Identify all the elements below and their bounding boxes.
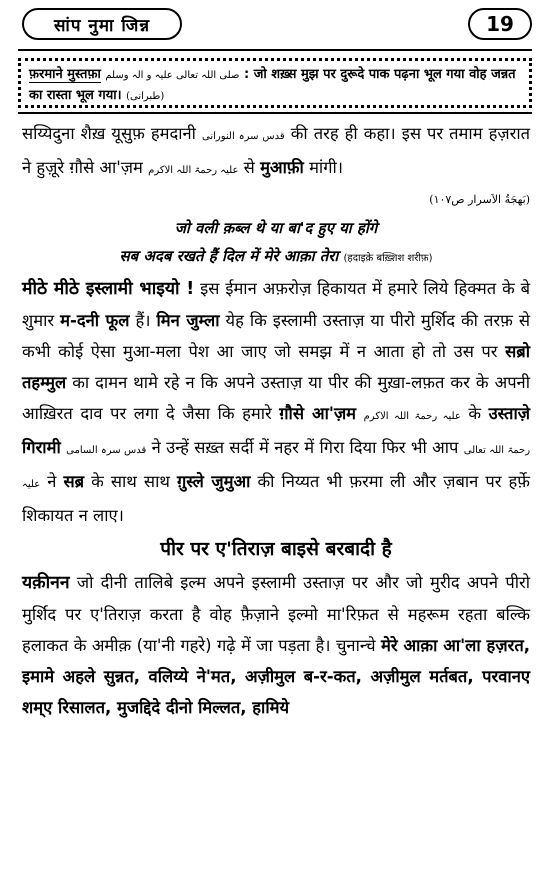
p2-bold-8: ग़ुस्ले जुमुआ	[176, 472, 251, 491]
poem-line-2-text: सब अदब रखते हैं दिल में मेरे आक़ा तेरा	[119, 247, 339, 265]
p2-bold-1: मीठे मीठे इस्लामी भाइयो !	[22, 279, 195, 299]
p3-bold-1: यक़ीनन	[22, 573, 70, 593]
book-title-badge	[22, 8, 182, 40]
hadith-text: : जो शख़्स मुझ पर दुरूदे पाक पढ़ना भूल गया वोह जन्नत का रास्ता भूल गया।	[29, 67, 516, 103]
paragraph-2	[22, 273, 530, 531]
paragraph-1	[22, 118, 530, 186]
p1-arabic-2: علیہ رحمۃ اللہ الاکرم	[148, 165, 239, 176]
p2-text-4: का दामन थामे रहे न कि अपने उस्ताज़ या पीर की मुख़ा-लफ़त कर के अपनी आख़िरत दाव पर लगा दे जैसा कि हमारे	[22, 373, 530, 423]
p2-bold-2: म-दनी फूल	[60, 311, 130, 330]
p2-text-3: येह कि इस्लामी उस्ताज़ या पीरो मुर्शिद की तरफ़ से कभी कोई ऐसा मुआ-मला पेश आ जाए जो समझ में न आता हो तो उस पर	[22, 311, 531, 361]
page-number-badge	[468, 8, 532, 40]
p2-text-7: ने	[47, 472, 57, 491]
header-divider	[18, 49, 532, 51]
p2-bold-7: सब्र	[63, 472, 85, 491]
p2-text-2: हैं।	[135, 311, 151, 330]
p2-arabic-1: علیہ رحمۃ اللہ الاکرم	[363, 411, 461, 422]
main-content	[22, 118, 530, 723]
paragraph-3	[22, 567, 530, 723]
p2-bold-3: मिन जुम्ला	[156, 311, 220, 330]
p1-text-4: मांगी।	[309, 158, 344, 177]
p1-text-3: से	[243, 158, 255, 177]
poem-source: (हदाइक़े बख़्शिश शरीफ़)	[343, 253, 433, 264]
salutation-arabic: صلی اللہ تعالی علیہ و الہ وسلم	[105, 70, 240, 81]
p3-bold-2: मेरे आक़ा आ'ला हज़रत, इमामे अहले सुन्नत, वलिय्ये ने'मत, अज़ीमुल ब-र-कत, अज़ीमुल मर्तबत, परवानए शम्ए रिसालत, मुजद्दिदे दीनो मिल्लत, हामिये	[22, 636, 530, 717]
hadith-box	[18, 58, 532, 108]
p2-text-8: के साथ साथ	[91, 472, 170, 491]
page-number: 19	[486, 12, 514, 36]
section-heading: पीर पर ए'तिराज़ बाइसे बरबादी है	[160, 538, 392, 560]
p2-arabic-2: قدس سرہ السامی	[66, 445, 147, 456]
p1-bold-1: मुआफ़ी	[260, 158, 304, 177]
box-divider	[18, 112, 532, 114]
hadith-lead: फ़रमाने मुस्तफ़ा	[29, 67, 101, 82]
p3-text-1: जो दीनी तालिबे इल्म अपने इस्लामी उस्ताज़ पर और जो मुरीद अपने पीरो मुर्शिद पर ए'तिराज़ करता है वोह फ़ैज़ाने इल्मो मा'रिफ़त से महरूम रहता बल्कि हलाकत के अमीक़ (या'नी गहरे) गढ़े में जा पड़ता है। चुनान्चे	[22, 573, 530, 655]
p2-text-6: ने उन्हें सख़्त सर्दी में नहर में गिरा दिया फिर भी आप	[151, 438, 459, 457]
p2-arabic-3: رحمۃ اللہ تعالی علیہ	[22, 445, 531, 490]
book-title: सांप नुमा जिन्न	[53, 15, 151, 36]
p2-bold-5: ग़ौसे आ'ज़म	[279, 404, 357, 423]
p2-text-1: इस ईमान अफ़रोज़ हिकायत में हमारे लिये हिक्मत के बे शुमार	[22, 279, 531, 330]
p1-text-1: सय्यिदुना शैख़ यूसुफ़ हमदानी	[22, 124, 196, 143]
p1-arabic-1: قدس سرہ النورانی	[202, 131, 285, 142]
poem-line-2	[22, 242, 530, 273]
p1-text-2: की तरह ही कहा। इस पर तमाम हज़रात ने हुज़ूरे ग़ौसे आ'ज़म	[22, 124, 531, 177]
p2-text-5: के	[468, 404, 482, 423]
poem-line-1: जो वली क़ब्ल थे या बा'द हुए या होंगे	[174, 219, 378, 237]
hadith-source: (طبرانی)	[126, 91, 165, 102]
p2-bold-4: सब्रो तहम्मुल	[22, 342, 530, 392]
reference-citation: (بَهجَةُ الاَسرار ص۱۰۷)	[429, 193, 530, 206]
p2-text-9: की निय्यत भी फ़रमा ली और ज़बान पर हर्फ़े शिकायत न लाए।	[22, 472, 531, 525]
p2-bold-6: उस्ताज़े गिरामी	[22, 404, 530, 457]
